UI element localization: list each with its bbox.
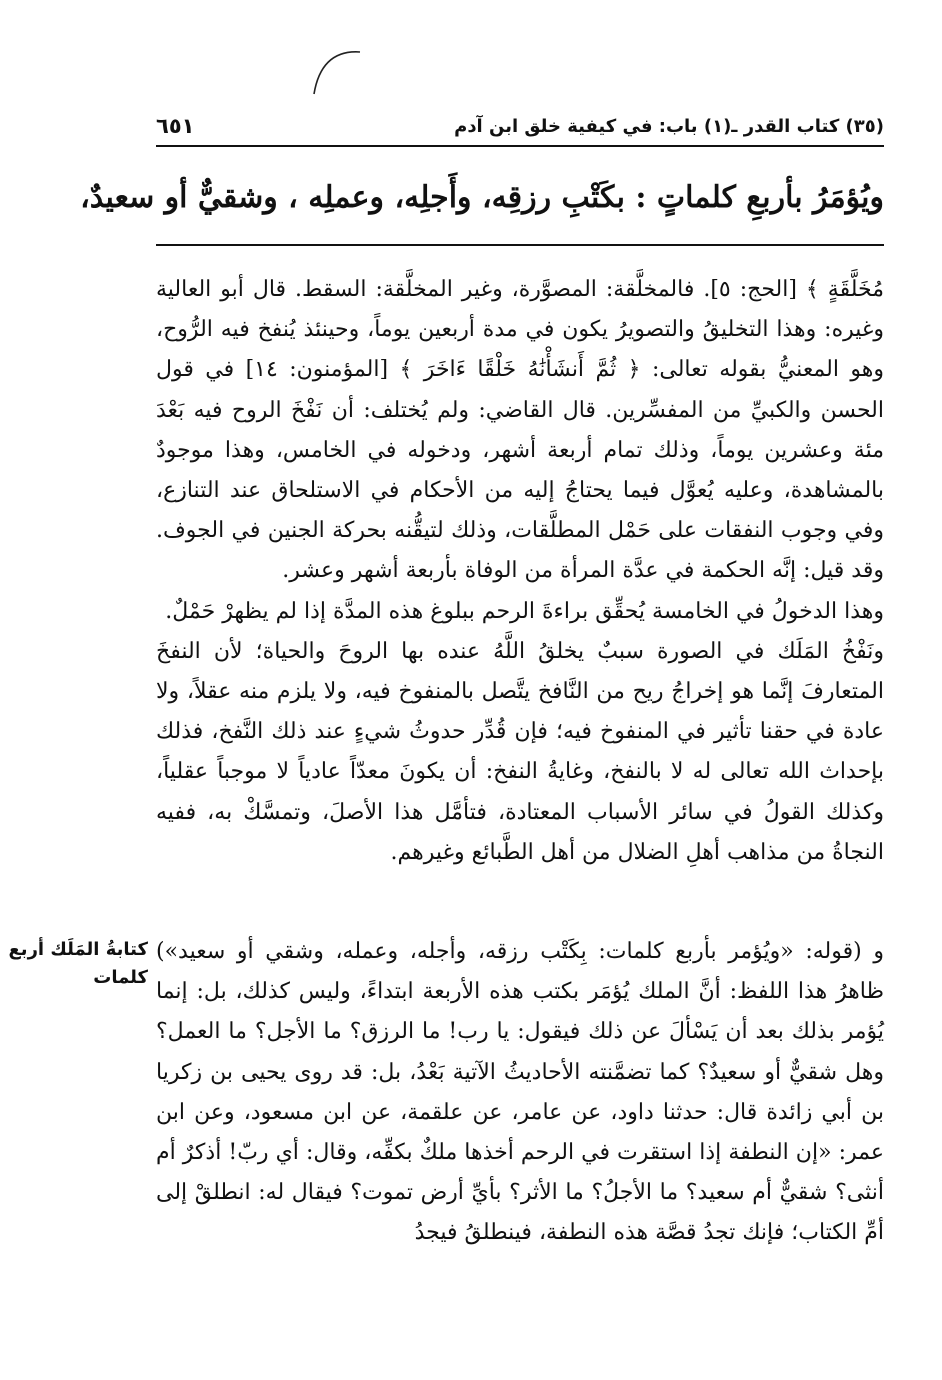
page-number: ٦٥١ [156,114,195,138]
commentary-block [156,270,884,873]
commentary-paragraph: مُخَلَّقَةٍ ﴾ [الحج: ٥]. فالمخلَّقة: المصوَّرة، وغير المخلَّقة: السقط. قال أبو العالية وغيره: وهذا التخليقُ والتصويرُ يكون في مدة أربعين يوماً، وحينئذ يُنفخ فيه الرُّوح، وهو المعنيُّ بقوله تعالى: ﴿ ثُمَّ أَنشَأْنَٰهُ خَلْقًا ءَاخَرَ ﴾ [المؤمنون: ١٤] في قول الحسن والكبيِّ من المفسِّرين. قال القاضي: ولم يُختلف: أن نَفْخَ الروح فيه بَعْدَ مئة وعشرين يوماً، وذلك تمام أربعة أشهر، ودخوله في الخامس، وهذا موجودٌ بالمشاهدة، وعليه يُعوَّل فيما يحتاجُ إليه من الأحكام في الاستلحاق عند التنازع، وفي وجوب النفقات على حَمْل المطلَّقات، وذلك لتيقُّنه بحركة الجنين في الجوف. وقد قيل: إنَّه الحكمة في عدَّة المرأة من الوفاة بأربعة أشهر وعشر. [156,277,884,584]
pen-scribble-mark [300,40,370,100]
commentary-paragraph: ونَفْخُ المَلَك في الصورة سببٌ يخلقُ اللَّهُ عنده بها الروحَ والحياة؛ لأن النفخَ المتعارفَ إنَّما هو إخراجُ ريح من النَّافخ يتَّصل بالمنفوخ فيه، ولا يلزم منه عقلاً، ولا عادة في حقنا تأثير في المنفوخ فيه؛ فإن قُدِّر حدوثُ شيءٍ عند ذلك النَّفخ، فذلك بإحداث الله تعالى له لا بالنفخ، وغايةُ النفخ: أن يكونَ معدّاً عادياً لا موجباً عقلياً، وكذلك القولُ في سائر الأسباب المعتادة، فتأمَّل هذا الأصلَ، وتمسَّكْ به، ففيه النجاةُ من مذاهب أهلِ الضلال من أهل الطَّبائع وغيرهم. [156,638,884,865]
explanation-section [156,932,884,1254]
header-rule [156,145,884,147]
running-header [156,108,884,144]
commentary-paragraph: وهذا الدخولُ في الخامسة يُحقِّق براءةَ الرحم ببلوغ هذه المدَّة إذا لم يظهرْ حَمْلٌ. [165,598,884,624]
margin-heading: كتابةُ المَلَك أربع كلمات [8,939,148,988]
hadith-text-line: ويُؤمَرُ بأربعِ كلماتٍ : بكَتْبِ رزقِه، وأَجلِه، وعملِه ، وشقيٌّ أو سعيدٌ، [80,180,884,215]
explanation-paragraph: و (قوله: «ويُؤمر بأربع كلمات: بِكَتْب رزقه، وأجله، وعمله، وشقي أو سعيد») ظاهرُ هذا اللفظ: أنَّ الملك يُؤمَر بكتب هذه الأربعة ابتداءً، وليس كذلك، بل: إنما يُؤمر بذلك بعد أن يَسْألَ عن ذلك فيقول: يا رب! ما الرزق؟ ما الأجل؟ ما العمل؟ وهل شقيٌّ أو سعيدٌ؟ كما تضمَّنته الأحاديثُ الآتية بَعْدُ، بل: قد روى يحيى بن زكريا بن أبي زائدة قال: حدثنا داود، عن عامر، عن علقمة، عن ابن مسعود، وعن ابن عمر: «إن النطفة إذا استقرت في الرحم أخذها ملكٌ بكفِّه، وقال: أي ربّ! أذكرٌ أم أنثى؟ شقيٌّ أم سعيد؟ ما الأجلُ؟ ما الأثر؟ بأيِّ أرض تموت؟ فيقال له: انطلقْ إلى أمِّ الكتاب؛ فإنك تجدُ قصَّة هذه النطفة، فينطلقُ فيجدُ [156,939,884,1246]
chapter-title: (٣٥) كتاب القدر ـ(١) باب: في كيفية خلق ابن آدم [454,115,884,137]
text-divider [156,244,884,246]
